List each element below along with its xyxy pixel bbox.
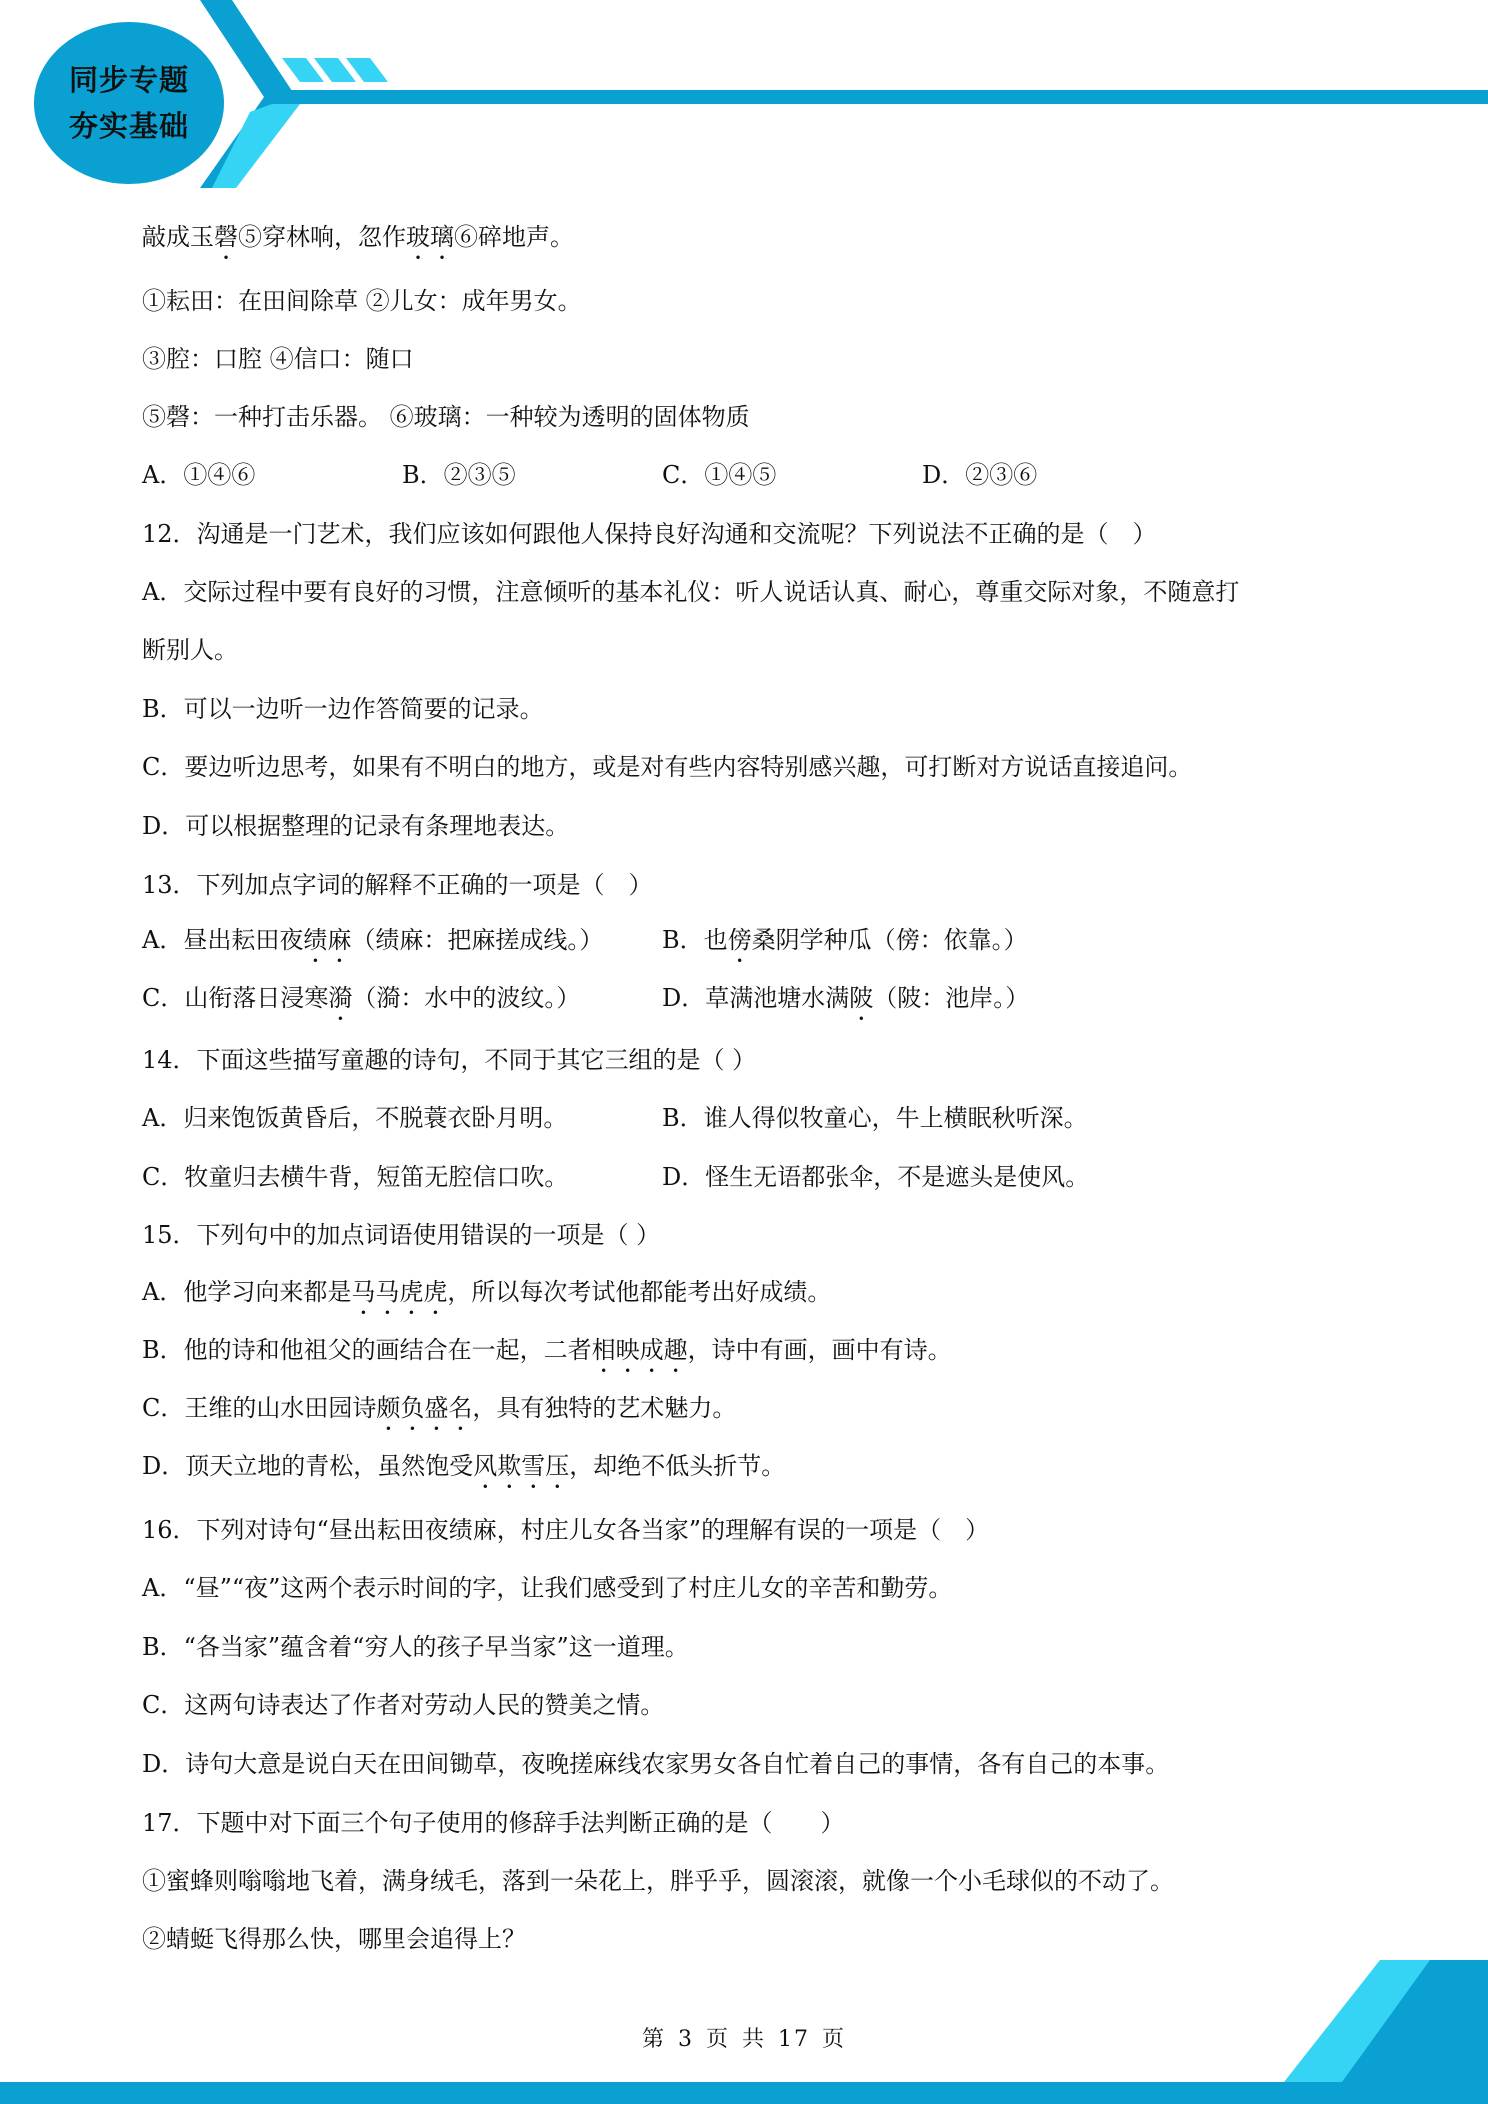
text: ，所以每次考试他都能考出好成绩。 (447, 1278, 832, 1306)
option-c (142, 1393, 736, 1436)
badge-line-2: 夯实基础 (68, 109, 189, 143)
footer-text: 共 (742, 2027, 767, 2052)
dotted-word: 马马虎虎 (351, 1278, 448, 1306)
dotted-word: 颇负盛名 (376, 1394, 473, 1422)
page-total: 17 (778, 2027, 811, 2052)
option-b: B．谁人得似牧童心，牛上横眠秋听深。 (662, 1104, 1088, 1132)
option-b: B．可以一边听一边作答简要的记录。 (142, 695, 544, 723)
dotted-word: 磬 (214, 223, 238, 251)
dotted-word: 陂 (849, 984, 874, 1012)
option-d (142, 1451, 785, 1494)
option-a (142, 925, 603, 968)
text: D．草满池塘水满 (662, 984, 850, 1012)
footer-text: 第 (641, 2027, 666, 2052)
dotted-word: 相映成趣 (591, 1336, 688, 1364)
option-a: A．①④⑥ (142, 461, 256, 489)
question-17: 17．下题中对下面三个句子使用的修辞手法判断正确的是（ ） (142, 1809, 845, 1837)
header-bar (272, 90, 1488, 104)
dotted-word: 傍 (727, 926, 752, 954)
option-c (142, 983, 580, 1026)
dotted-word: 玻璃 (406, 223, 454, 251)
option-c: C．要边听边思考，如果有不明白的地方，或是对有些内容特别感兴趣，可打断对方说话直接追问。 (142, 753, 1193, 781)
option-b: B．“各当家”蕴含着“穷人的孩子早当家”这一道理。 (142, 1633, 689, 1661)
text: ，却绝不低头折节。 (569, 1452, 786, 1480)
sentence-1: ①蜜蜂则嗡嗡地飞着，满身绒毛，落到一朵花上，胖乎乎，圆滚滚，就像一个小毛球似的不动了。 (142, 1867, 1174, 1895)
option-c: C．①④⑤ (662, 461, 777, 489)
option-c: C．牧童归去横牛背，短笛无腔信口吹。 (142, 1163, 569, 1191)
poem-line (142, 222, 574, 265)
note-line: ①耘田：在田间除草 ②儿女：成年男女。 (142, 287, 582, 315)
page-footer (0, 2022, 1488, 2053)
option-b (662, 925, 1028, 968)
option-d: D．②③⑥ (922, 461, 1038, 489)
text: ⑤穿林响，忽作 (238, 223, 406, 251)
footer-text: 页 (705, 2027, 730, 2052)
bottom-bar (0, 2082, 1488, 2104)
sentence-2: ②蜻蜓飞得那么快，哪里会追得上？ (142, 1925, 526, 1953)
text: D．顶天立地的青松，虽然饱受 (142, 1452, 474, 1480)
text: ，具有独特的艺术魅力。 (472, 1394, 737, 1422)
question-12: 12．沟通是一门艺术，我们应该如何跟他人保持良好沟通和交流呢？下列说法不正确的是（ ） (142, 520, 1157, 548)
option-d (662, 983, 1029, 1026)
option-b: B．②③⑤ (402, 461, 516, 489)
option-a (142, 1277, 831, 1320)
text: （陂：池岸。） (873, 984, 1030, 1012)
text: ，诗中有画，画中有诗。 (687, 1336, 952, 1364)
text: B．也 (662, 926, 728, 954)
question-13: 13．下列加点字词的解释不正确的一项是（ ） (142, 871, 653, 899)
question-14: 14．下面这些描写童趣的诗句，不同于其它三组的是（ ） (142, 1046, 757, 1074)
text: B．他的诗和他祖父的画结合在一起，二者 (142, 1336, 592, 1364)
dotted-word: 风欺雪压 (473, 1452, 570, 1480)
note-line: ⑤磬：一种打击乐器。 ⑥玻璃：一种较为透明的固体物质 (142, 403, 750, 431)
text: （绩麻：把麻搓成线。） (351, 926, 604, 954)
text: ⑥碎地声。 (454, 223, 574, 251)
dotted-word: 漪 (328, 984, 353, 1012)
footer-text: 页 (822, 2027, 847, 2052)
dotted-word: 绩麻 (303, 926, 352, 954)
text: A．他学习向来都是 (142, 1278, 352, 1306)
header-chevron-light (212, 104, 300, 188)
page-number: 3 (677, 2027, 694, 2052)
option-b (142, 1335, 952, 1378)
option-d: D．可以根据整理的记录有条理地表达。 (142, 812, 570, 840)
text: （漪：水中的波纹。） (352, 984, 581, 1012)
option-a: A．交际过程中要有良好的习惯，注意倾听的基本礼仪：听人说话认真、耐心，尊重交际对象，不随意打 (142, 578, 1240, 606)
question-15: 15．下列句中的加点词语使用错误的一项是（ ） (142, 1221, 661, 1249)
option-a-cont: 断别人。 (142, 636, 238, 664)
note-line: ③腔：口腔 ④信口：随口 (142, 345, 414, 373)
option-d: D．怪生无语都张伞，不是遮头是使风。 (662, 1163, 1090, 1191)
text: C．山衔落日浸寒 (142, 984, 329, 1012)
option-c: C．这两句诗表达了作者对劳动人民的赞美之情。 (142, 1691, 665, 1719)
text: 敲成玉 (142, 223, 214, 251)
option-d: D．诗句大意是说白天在田间锄草，夜晚搓麻线农家男女各自忙着自己的事情，各有自己的本事。 (142, 1750, 1170, 1778)
page-header (0, 0, 1488, 200)
badge-line-1: 同步专题 (68, 63, 189, 97)
section-badge (34, 22, 224, 184)
text: 桑阴学种瓜（傍：依靠。） (751, 926, 1028, 954)
text: A．昼出耘田夜 (142, 926, 304, 954)
question-16: 16．下列对诗句“昼出耘田夜绩麻，村庄儿女各当家”的理解有误的一项是（ ） (142, 1516, 990, 1544)
text: C．王维的山水田园诗 (142, 1394, 377, 1422)
option-a: A．“昼”“夜”这两个表示时间的字，让我们感受到了村庄儿女的辛苦和勤劳。 (142, 1574, 953, 1602)
option-a: A．归来饱饭黄昏后，不脱蓑衣卧月明。 (142, 1104, 568, 1132)
